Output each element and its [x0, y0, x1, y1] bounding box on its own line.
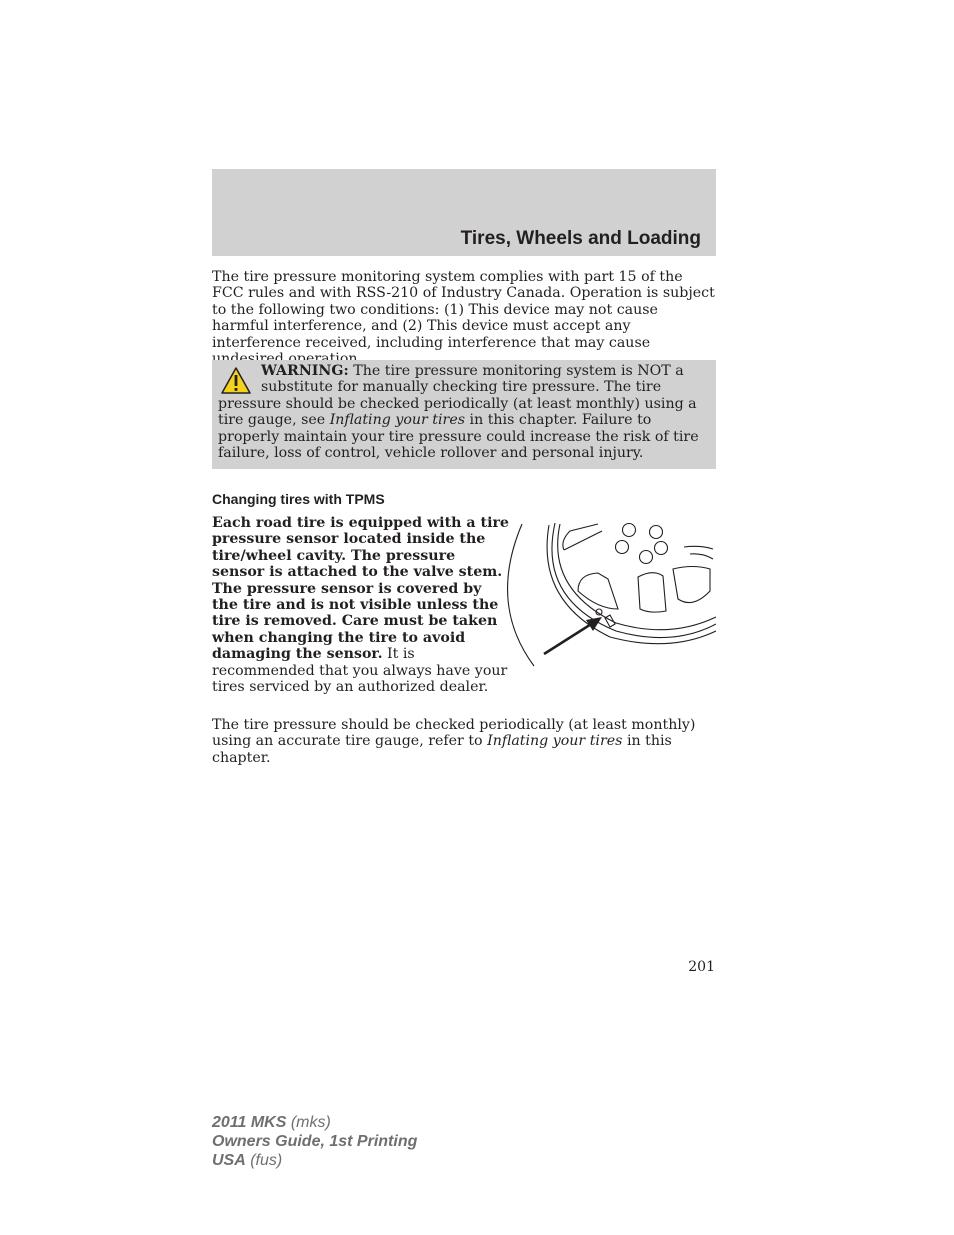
footer-market-code: (fus) [245, 1152, 283, 1169]
footer-line-3 [212, 1151, 417, 1170]
check-link-inflating-tires: Inflating your tires [487, 733, 623, 750]
page-number: 201 [688, 959, 715, 975]
footer-guide: Owners Guide, 1st Printing [212, 1133, 418, 1150]
footer-model-code: (mks) [286, 1114, 331, 1131]
sensor-normal-text: It is recommended that you always have your tires serviced by an authorized dealer. [212, 646, 508, 696]
warning-body-end: in this chapter. Failure to properly maintain your tire pressure could increase the risk of tire failure, loss of control, vehicle rollover and personal injury. [218, 412, 699, 462]
tire-pressure-sensor-wheel-illustration [498, 519, 716, 667]
section-header-band [212, 169, 716, 256]
check-pressure-paragraph [212, 717, 716, 766]
footer [212, 1113, 417, 1170]
warning-text [218, 363, 710, 461]
sensor-paragraph [212, 515, 512, 695]
section-heading: Changing tires with TPMS [212, 491, 385, 507]
check-text-start: The tire pressure should be checked periodically (at least monthly) using an accurate tire gauge, refer to [212, 717, 696, 750]
page-title: Tires, Wheels and Loading [460, 228, 701, 249]
footer-model: 2011 MKS [212, 1114, 287, 1131]
warning-label: WARNING: [261, 363, 349, 379]
warning-box [212, 360, 716, 469]
check-text-end: in this chapter. [212, 733, 672, 766]
warning-link-inflating-tires: Inflating your tires [329, 412, 466, 429]
footer-line-1 [212, 1113, 417, 1132]
footer-line-2 [212, 1132, 417, 1151]
warning-body-start: The tire pressure monitoring system is NOT a substitute for manually checking tire pressure. The tire pressure should be checked periodically (at least monthly) using a tire gauge, see [218, 363, 697, 429]
sensor-bold-text: Each road tire is equipped with a tire pressure sensor located inside the tire/wheel cavity. The pressure sensor is attached to the valve stem. The pressure sensor is covered by the tire and is not visible unless the tire is removed. Care must be taken when changing the tire to avoid damaging the sensor. [212, 515, 509, 663]
footer-market: USA [212, 1152, 246, 1169]
intro-paragraph: The tire pressure monitoring system complies with part 15 of the FCC rules and with RSS-210 of Industry Canada. Operation is subject to the following two conditions: (1) This device may not cause harmful interference, and (2) This device must accept any interference received, including interference that may cause [212, 269, 715, 351]
